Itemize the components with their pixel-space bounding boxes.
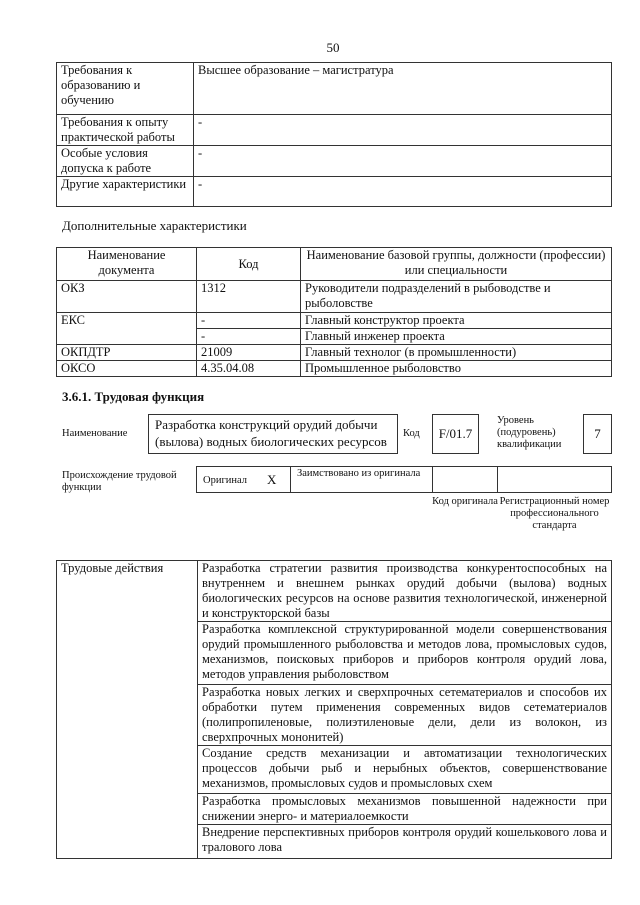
function-name: Разработка конструкций орудий добычи (вылова) водных биологических ресурсов [148, 414, 398, 454]
original-mark: X [267, 472, 277, 487]
name-cell: Руководители подразделений в рыбоводстве и рыболовстве [301, 281, 612, 313]
req-value: - [194, 115, 612, 146]
level-label: Уровень (подуровень) квалификации [497, 415, 562, 450]
header-code: Код [197, 248, 301, 281]
reg-num-label: Регистрационный номер профессионального стандарта [499, 496, 610, 531]
action-item: Разработка комплексной структурированной модели совершенствования орудий промышленного рыболовства и методов лова, промысловых судов, механизмов, поисковых приборов и приборов контроля орудий лова, методов управления рыболовством [198, 622, 612, 685]
level-value: 7 [583, 414, 612, 454]
reg-num-cell [497, 466, 612, 493]
action-item: Создание средств механизации и автоматизации технологических процессов добычи рыб и нерыбных объектов, совершенствование механизмов, промысловых судов и промысловых схем [198, 746, 612, 794]
action-item: Внедрение перспективных приборов контроля орудий кошелькового лова и тралового лова [198, 825, 612, 859]
req-label: Другие характеристики [57, 177, 194, 207]
code-cell: 1312 [197, 281, 301, 313]
page-number: 50 [326, 40, 340, 55]
function-code: F/01.7 [432, 414, 479, 454]
header-doc: Наименование документа [57, 248, 197, 281]
req-value: Высшее образование – магистратура [194, 63, 612, 115]
action-item: Разработка новых легких и сверхпрочных сетематериалов и способов их обработки путем применения современных видов сетематериалов (полипропиленовые, полиэтиленовые дели, дели из волокон, из сверхпрочных мононитей) [198, 685, 612, 746]
orig-code-label: Код оригинала [432, 496, 498, 507]
req-value: - [194, 146, 612, 177]
code-cell: - [197, 329, 301, 345]
code-cell: 21009 [197, 345, 301, 361]
req-label: Требования к образованию и обучению [57, 63, 194, 115]
doc-cell: ОКСО [57, 361, 197, 377]
code-cell: - [197, 313, 301, 329]
req-value: - [194, 177, 612, 207]
req-label: Требования к опыту практической работы [57, 115, 194, 146]
original-cell [196, 466, 291, 493]
name-cell: Главный конструктор проекта [301, 313, 612, 329]
code-cell: 4.35.04.08 [197, 361, 301, 377]
borrowed-cell: Заимствовано из оригинала [290, 466, 433, 493]
name-cell: Главный инженер проекта [301, 329, 612, 345]
extra-title: Дополнительные характеристики [62, 218, 247, 233]
section-title: 3.6.1. Трудовая функция [62, 389, 205, 404]
doc-cell: ОКЗ [57, 281, 197, 313]
origin-label: Происхождение трудовой функции [62, 470, 177, 493]
action-item: Разработка промысловых механизмов повышенной надежности при снижении энерго- и материалоемкости [198, 794, 612, 825]
doc-cell: ОКПДТР [57, 345, 197, 361]
header-name: Наименование базовой группы, должности (профессии) или специальности [301, 248, 612, 281]
orig-code-cell [432, 466, 498, 493]
requirements-table [56, 62, 612, 207]
original-label: Оригинал [203, 475, 247, 486]
name-cell: Главный технолог (в промышленности) [301, 345, 612, 361]
doc-cell: ЕКС [57, 313, 197, 345]
code-label: Код [403, 428, 420, 439]
extra-table [56, 247, 612, 377]
req-label: Особые условия допуска к работе [57, 146, 194, 177]
actions-label: Трудовые действия [57, 561, 198, 859]
name-cell: Промышленное рыболовство [301, 361, 612, 377]
action-item: Разработка стратегии развития производства конкурентоспособных на внутреннем и внешнем рынках орудий добычи (вылова) водных биологических ресурсов на основе развития технологической, инженерной и конструкторской базы [198, 561, 612, 622]
name-label: Наименование [62, 428, 128, 439]
actions-table [56, 560, 612, 859]
